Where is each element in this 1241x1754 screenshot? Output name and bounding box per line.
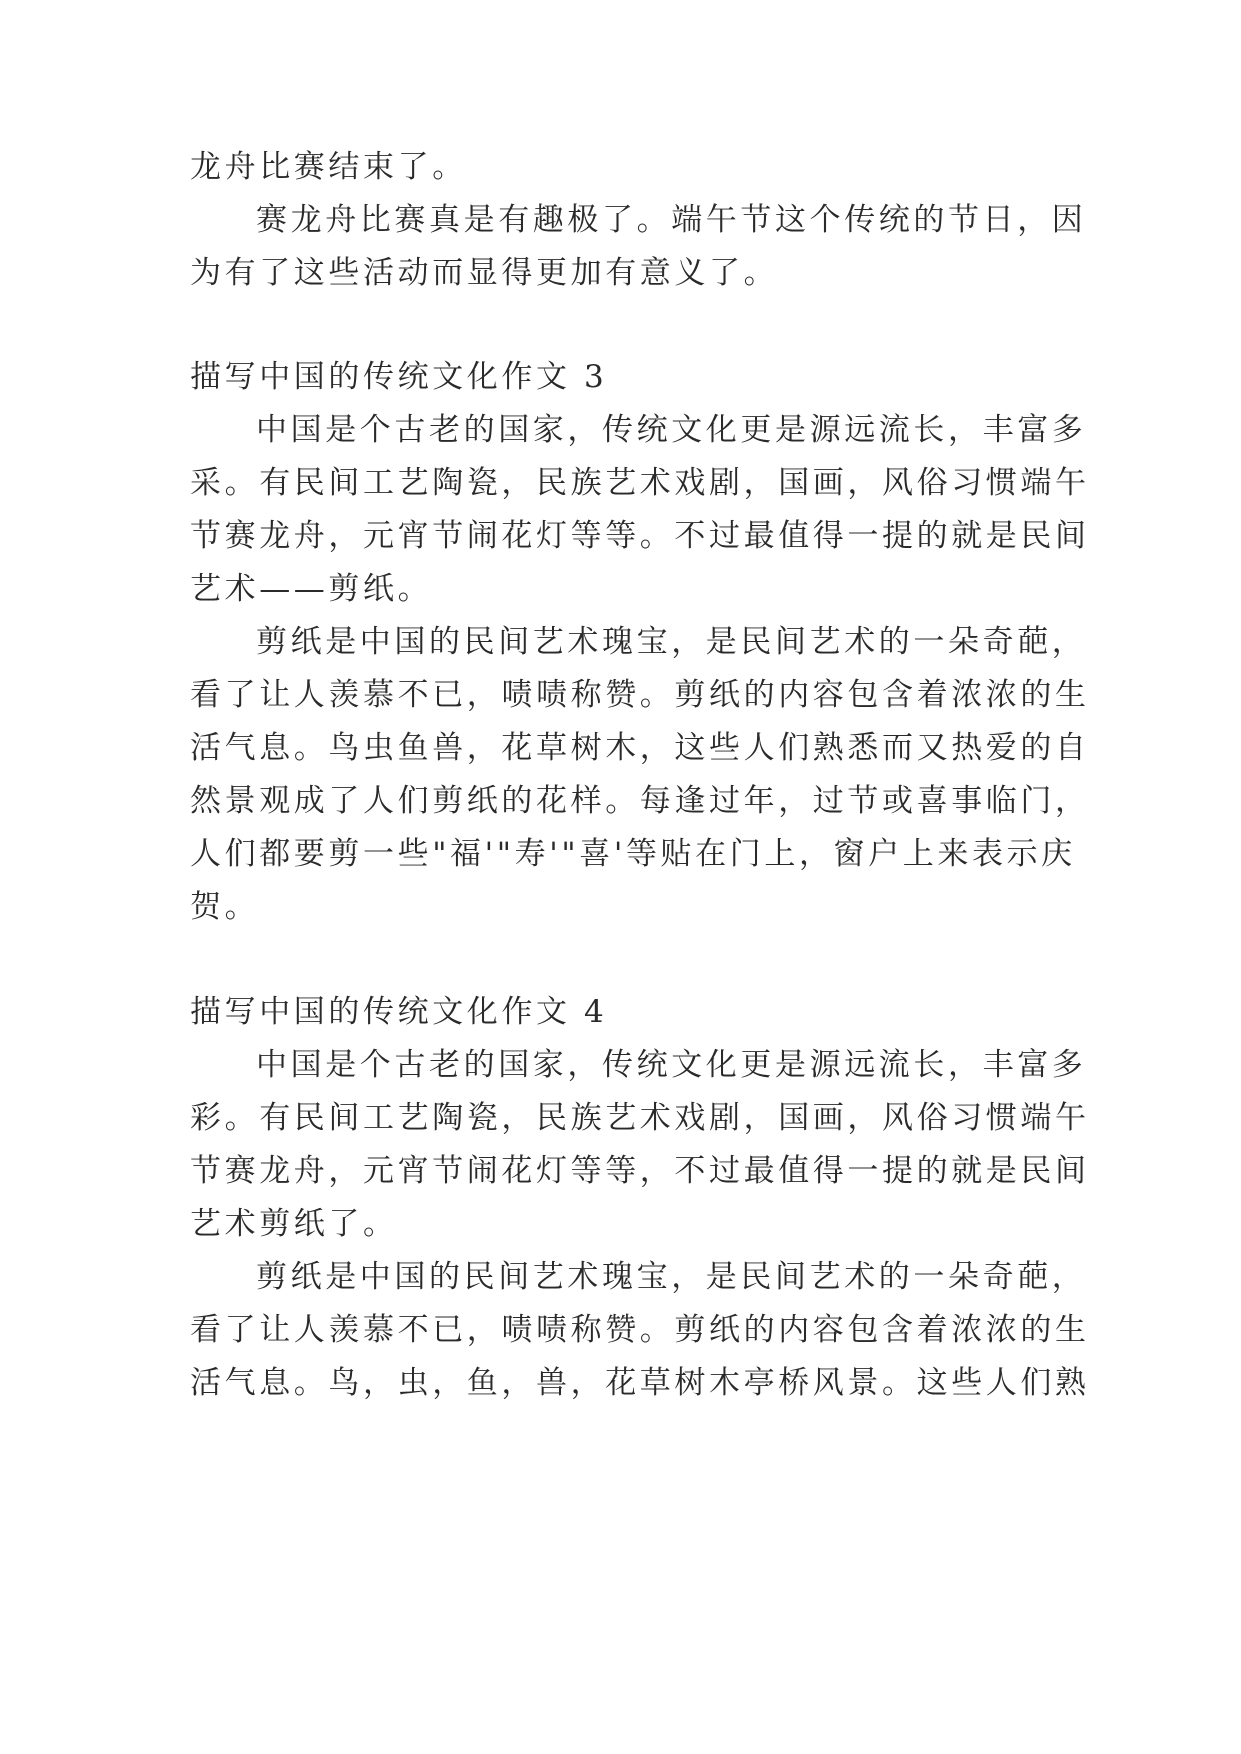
- paragraph-line: 贺。: [190, 889, 260, 925]
- paragraph-line: 看了让人羡慕不已，啧啧称赞。剪纸的内容包含着浓浓的生: [190, 677, 1090, 713]
- paragraph-line: 活气息。鸟虫鱼兽，花草树木，这些人们熟悉而又热爱的自: [190, 730, 1090, 766]
- paragraph-line: 节赛龙舟，元宵节闹花灯等等。不过最值得一提的就是民间: [190, 518, 1090, 554]
- paragraph-line: 赛龙舟比赛真是有趣极了。端午节这个传统的节日，因: [256, 202, 1087, 238]
- section-heading: 描写中国的传统文化作文 3: [190, 359, 608, 395]
- paragraph-line: 活气息。鸟，虫，鱼，兽，花草树木亭桥风景。这些人们熟: [190, 1365, 1090, 1401]
- paragraph-line: 人们都要剪一些"福'"寿'"喜'等贴在门上，窗户上来表示庆: [190, 836, 1076, 872]
- paragraph-line: 彩。有民间工艺陶瓷，民族艺术戏剧，国画，风俗习惯端午: [190, 1100, 1090, 1136]
- paragraph-line: 看了让人羡慕不已，啧啧称赞。剪纸的内容包含着浓浓的生: [190, 1312, 1090, 1348]
- paragraph-line: 龙舟比赛结束了。: [190, 149, 467, 185]
- paragraph-line: 艺术剪纸了。: [190, 1206, 398, 1242]
- paragraph-line: 中国是个古老的国家，传统文化更是源远流长，丰富多: [256, 412, 1087, 448]
- paragraph-line: 为有了这些活动而显得更加有意义了。: [190, 255, 779, 291]
- paragraph-line: 然景观成了人们剪纸的花样。每逢过年，过节或喜事临门，: [190, 783, 1090, 819]
- section-heading: 描写中国的传统文化作文 4: [190, 994, 608, 1030]
- paragraph-line: 中国是个古老的国家，传统文化更是源远流长，丰富多: [256, 1047, 1087, 1083]
- paragraph-line: 艺术——剪纸。: [190, 571, 433, 607]
- paragraph-line: 剪纸是中国的民间艺术瑰宝，是民间艺术的一朵奇葩，: [256, 1259, 1087, 1295]
- paragraph-line: 节赛龙舟，元宵节闹花灯等等，不过最值得一提的就是民间: [190, 1153, 1090, 1189]
- paragraph-line: 剪纸是中国的民间艺术瑰宝，是民间艺术的一朵奇葩，: [256, 624, 1087, 660]
- paragraph-line: 采。有民间工艺陶瓷，民族艺术戏剧，国画，风俗习惯端午: [190, 465, 1090, 501]
